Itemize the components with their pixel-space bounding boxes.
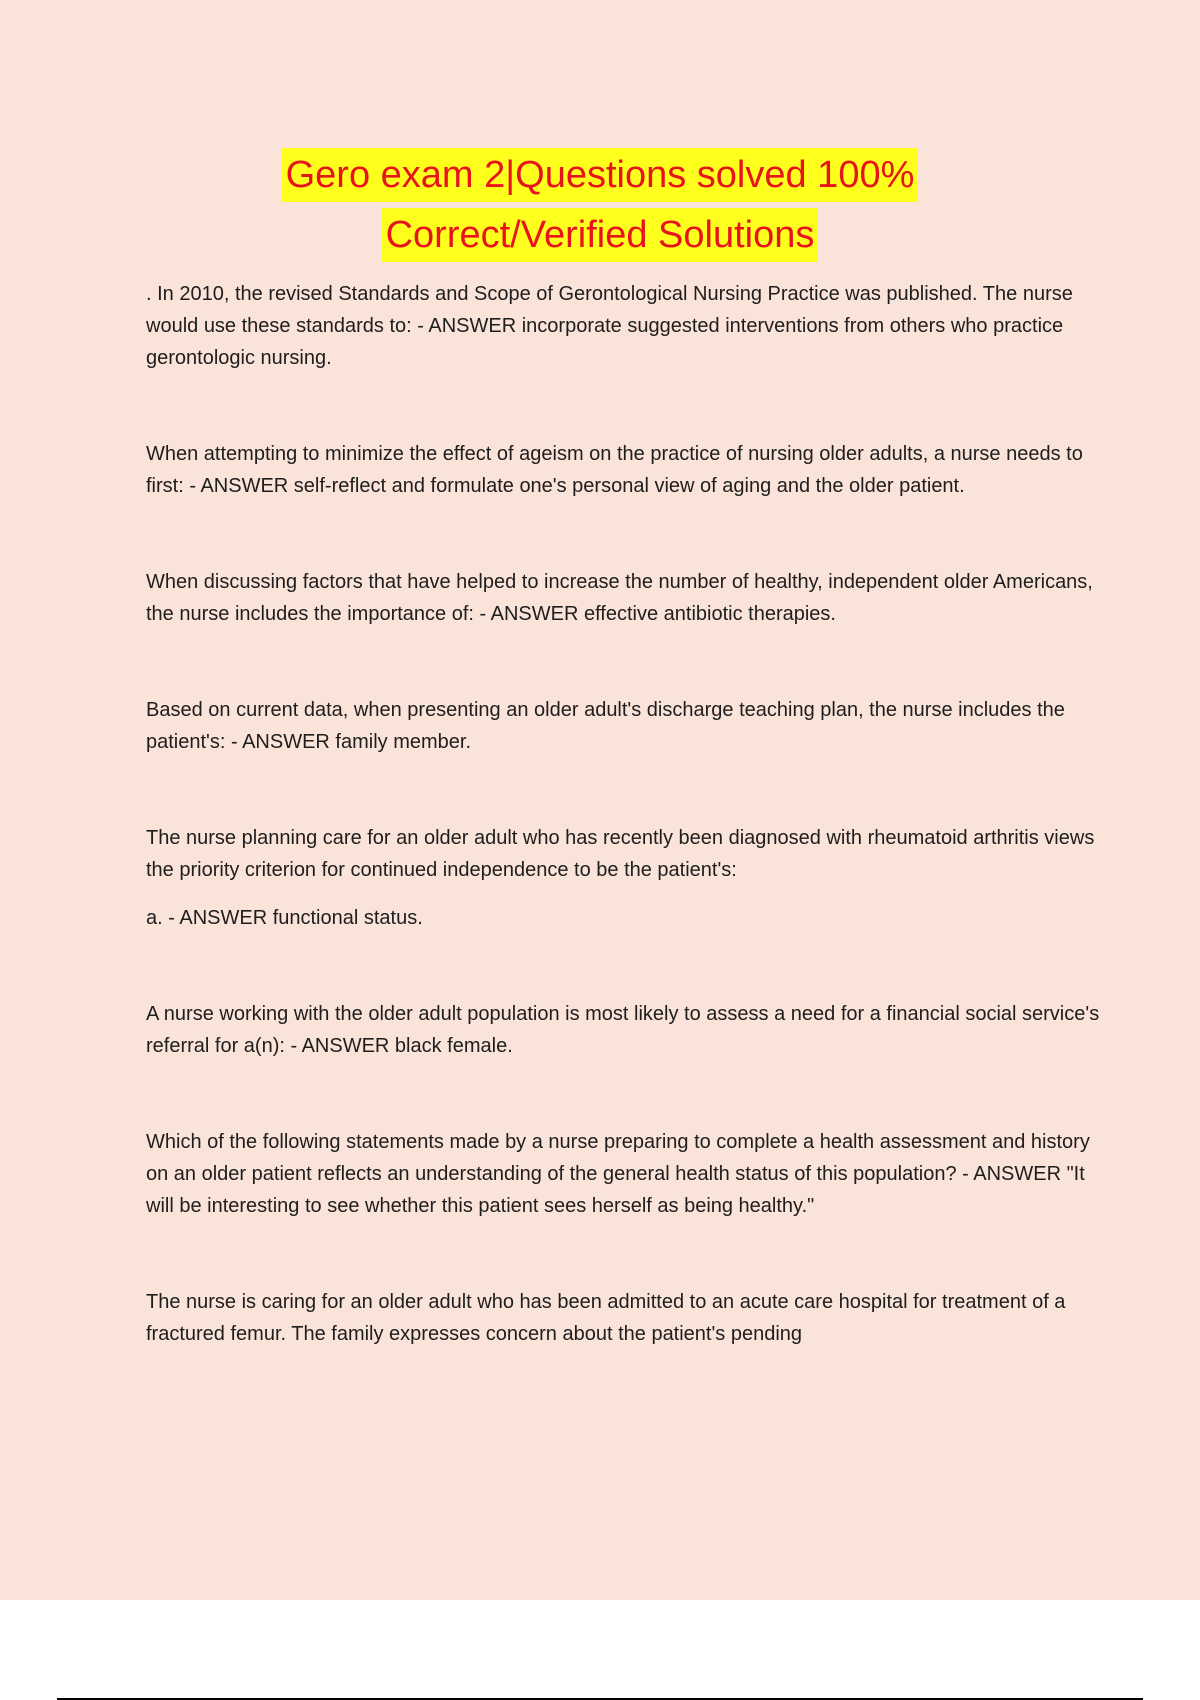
question-item (146, 1286, 1101, 1350)
question-text: When attempting to minimize the effect of ageism on the practice of nursing older adults, a nurse needs to first: - ANSWER self-reflect and formulate one's personal view of aging and the older patient. (146, 443, 1083, 497)
question-text: When discussing factors that have helped to increase the number of healthy, independent older Americans, the nurse includes the importance of: - ANSWER effective antibiotic therapies. (146, 571, 1093, 625)
question-item (146, 694, 1101, 758)
question-item (146, 278, 1101, 374)
document-title (0, 148, 1200, 262)
question-item (146, 438, 1101, 502)
document-body (146, 278, 1101, 1414)
question-text: The nurse planning care for an older adult who has recently been diagnosed with rheumatoid arthritis views the priority criterion for continued independence to be the patient's: (146, 827, 1095, 881)
question-text: A nurse working with the older adult population is most likely to assess a need for a financial social service's referral for a(n): - ANSWER black female. (146, 1003, 1100, 1057)
question-item (146, 998, 1101, 1062)
title-line-1: Gero exam 2|Questions solved 100% (282, 148, 919, 202)
question-text: Based on current data, when presenting an older adult's discharge teaching plan, the nurse includes the patient's: - ANSWER family member. (146, 699, 1065, 753)
question-text: The nurse is caring for an older adult who has been admitted to an acute care hospital for treatment of a fractured femur. The family expresses concern about the patient's pending (146, 1291, 1066, 1345)
question-item (146, 822, 1101, 934)
answer-text: a. - ANSWER functional status. (146, 907, 423, 929)
question-item (146, 566, 1101, 630)
question-text: . In 2010, the revised Standards and Scope of Gerontological Nursing Practice was published. The nurse would use these standards to: - ANSWER incorporate suggested interventions from others who practice gerontologic nursing. (146, 283, 1073, 369)
title-line-2: Correct/Verified Solutions (382, 208, 819, 262)
question-item (146, 1126, 1101, 1222)
question-text: Which of the following statements made by a nurse preparing to complete a health assessment and history on an older patient reflects an understanding of the general health status of this population? - ANSWER "It will be interesting to see whether this patient sees herself as being healthy." (146, 1131, 1090, 1217)
